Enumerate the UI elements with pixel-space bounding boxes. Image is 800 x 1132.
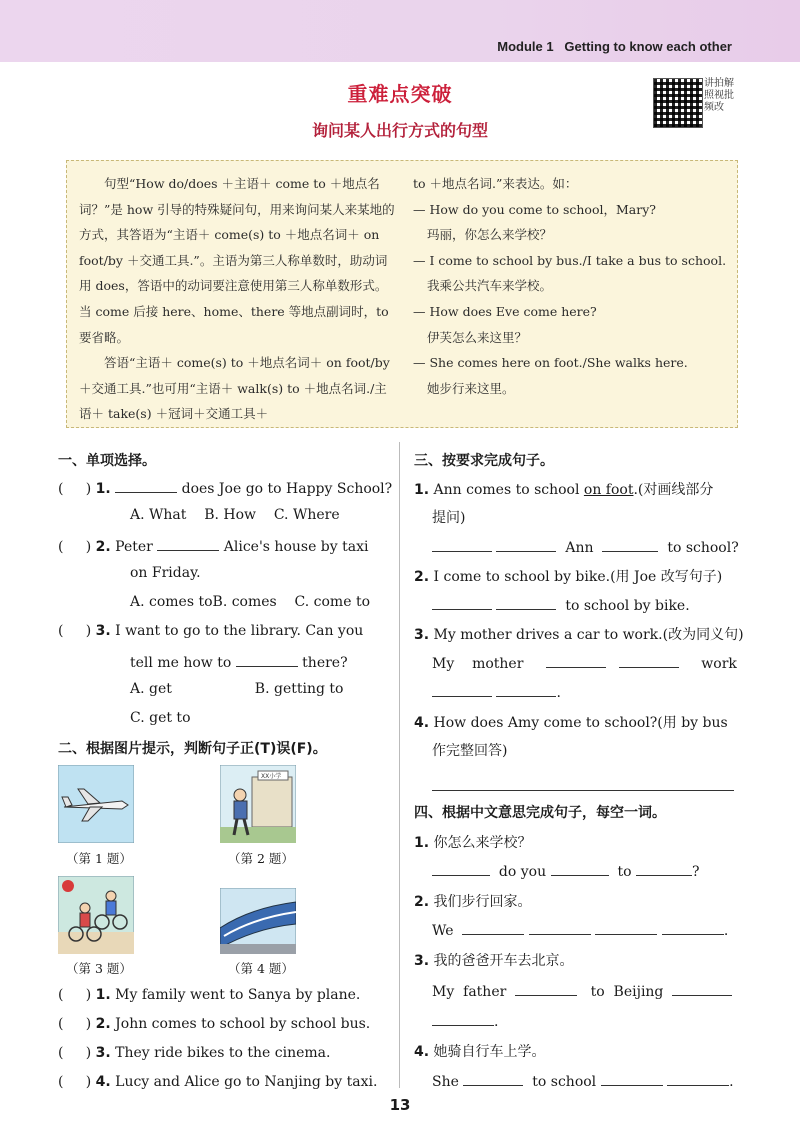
- subtitle: 询问某人出行方式的句型: [311, 121, 488, 140]
- question-3: ( ) 3. I want to go to the library. Can you: [58, 623, 364, 639]
- note-example: — How does Eve come here?: [413, 303, 597, 319]
- caption-4: （第 4 题）: [228, 961, 294, 976]
- answer-blank[interactable]: [462, 920, 524, 935]
- answer-blank[interactable]: [602, 537, 658, 552]
- rewrite-question-1-line2: 提问): [432, 510, 466, 526]
- answer-blank[interactable]: [463, 1071, 523, 1086]
- question-2-line2: on Friday.: [130, 565, 201, 581]
- page-number: 13: [389, 1096, 411, 1114]
- answer-blank[interactable]: [432, 537, 492, 552]
- answer-blank[interactable]: [672, 981, 732, 996]
- rewrite-answer-1: Ann to school?: [432, 537, 739, 556]
- caption-3: （第 3 题）: [66, 961, 132, 976]
- answer-line[interactable]: [432, 776, 734, 791]
- answer-blank[interactable]: [619, 653, 679, 668]
- answer-blank[interactable]: [236, 652, 298, 667]
- tf-item-3: ( ) 3. They ride bikes to the cinema.: [58, 1045, 331, 1061]
- answer-blank[interactable]: [432, 595, 492, 610]
- translate-answer-2: We .: [432, 920, 728, 939]
- answer-blank[interactable]: [432, 861, 490, 876]
- note-example: — She comes here on foot./She walks here.: [413, 355, 688, 371]
- rewrite-answer-3-line2: .: [432, 682, 561, 701]
- note-right-column: [413, 171, 731, 401]
- rewrite-question-3: 3. My mother drives a car to work.(改为同义句): [414, 627, 744, 643]
- answer-blank[interactable]: [115, 478, 177, 493]
- section-4-title: 四、根据中文意思完成句子，每空一词。: [414, 805, 666, 821]
- rewrite-answer-2: to school by bike.: [432, 595, 690, 614]
- question-2: ( ) 2. Peter Alice's house by taxi: [58, 536, 368, 555]
- answer-blank[interactable]: [595, 920, 657, 935]
- walking-to-school-picture: [220, 765, 296, 843]
- main-title: 重难点突破: [347, 82, 453, 106]
- caption-1: （第 1 题）: [66, 851, 132, 866]
- tf-item-2: ( ) 2. John comes to school by school bus.: [58, 1016, 371, 1032]
- answer-blank[interactable]: [496, 595, 556, 610]
- answer-blank[interactable]: [432, 682, 492, 697]
- rewrite-answer-3: My mother work: [432, 653, 737, 672]
- translate-question-1: 1. 你怎么来学校？: [414, 835, 532, 851]
- note-paragraph-1: 句型“How do/does ＋主语＋ come to ＋地点名词？”是 how 引导的特殊疑问句，用来询问某人来某地的方式，其答语为“主语＋ come(s) to ＋地点名词＋ on foot/by ＋交通工具.”。主语为第三人称单数时，助动词用 does，答语中的动词要注意使用第三人称单数形式。当 come 后接 here、home、there 等地点副词时，to 要省略。: [79, 176, 395, 345]
- answer-blank[interactable]: [662, 920, 724, 935]
- qr-label: 讲拍解照视批频改: [704, 78, 734, 113]
- translate-question-4: 4. 她骑自行车上学。: [414, 1044, 546, 1060]
- train-picture: [220, 888, 296, 954]
- rewrite-question-4-line2: 作完整回答): [432, 743, 508, 759]
- cycling-picture: [58, 876, 134, 954]
- grammar-note-box: [66, 160, 738, 428]
- header-module: Module 1 Getting to know each other: [497, 39, 732, 54]
- note-paragraph-2: 答语“主语＋ come(s) to ＋地点名词＋ on foot/by ＋交通工具.”也可用“主语＋ walk(s) to ＋地点名词./主语＋ take(s) ＋冠词＋交通工具＋: [79, 355, 390, 422]
- note-example: — How do you come to school，Mary?: [413, 201, 656, 217]
- question-3-line2: tell me how to there?: [130, 652, 348, 671]
- note-translation: 她步行来这里。: [427, 380, 515, 396]
- answer-blank[interactable]: [432, 1011, 494, 1026]
- answer-blank[interactable]: [601, 1071, 663, 1086]
- note-line: to ＋地点名词.”来表达。如：: [413, 176, 578, 191]
- column-divider: [399, 442, 400, 1088]
- note-left-column: [79, 171, 395, 427]
- section-1-title: 一、单项选择。: [58, 453, 156, 469]
- tf-item-1: ( ) 1. My family went to Sanya by plane.: [58, 987, 361, 1003]
- rewrite-question-4: 4. How does Amy come to school?(用 by bus: [414, 715, 728, 731]
- answer-blank[interactable]: [636, 861, 692, 876]
- section-2-title: 二、根据图片提示，判断句子正(T)误(F)。: [58, 741, 327, 757]
- answer-blank[interactable]: [529, 920, 591, 935]
- question-2-options: A. comes toB. comes C. come to: [130, 594, 370, 610]
- note-example: — I come to school by bus./I take a bus to school.: [413, 252, 727, 268]
- tf-item-4: ( ) 4. Lucy and Alice go to Nanjing by taxi.: [58, 1074, 378, 1090]
- translate-question-3: 3. 我的爸爸开车去北京。: [414, 953, 574, 969]
- answer-blank[interactable]: [496, 682, 556, 697]
- translate-answer-1: do you to ?: [432, 861, 700, 880]
- rewrite-question-1: 1. Ann comes to school on foot.(对画线部分: [414, 482, 714, 498]
- section-3-title: 三、按要求完成句子。: [414, 453, 554, 469]
- translate-answer-3: My father to Beijing: [432, 981, 732, 1000]
- note-translation: 伊芙怎么来这里？: [427, 329, 528, 345]
- translate-question-2: 2. 我们步行回家。: [414, 894, 532, 910]
- question-1: ( ) 1. does Joe go to Happy School?: [58, 478, 392, 497]
- qr-code-icon[interactable]: [653, 78, 703, 128]
- question-3-options: A. get B. getting to: [130, 681, 344, 697]
- note-translation: 我乘公共汽车来学校。: [427, 278, 553, 294]
- answer-blank[interactable]: [667, 1071, 729, 1086]
- airplane-picture: [58, 765, 134, 843]
- answer-blank[interactable]: [551, 861, 609, 876]
- note-translation: 玛丽，你怎么来学校？: [427, 227, 553, 243]
- answer-blank[interactable]: [496, 537, 556, 552]
- rewrite-question-2: 2. I come to school by bike.(用 Joe 改写句子): [414, 569, 723, 585]
- answer-blank[interactable]: [515, 981, 577, 996]
- answer-blank[interactable]: [546, 653, 606, 668]
- caption-2: （第 2 题）: [228, 851, 294, 866]
- question-1-options: A. What B. How C. Where: [130, 507, 340, 523]
- translate-answer-3-line2: .: [432, 1011, 498, 1030]
- school-sign-text: XX小学: [261, 773, 282, 780]
- answer-blank[interactable]: [157, 536, 219, 551]
- translate-answer-4: She to school .: [432, 1071, 734, 1090]
- question-3-option-c: C. get to: [130, 710, 191, 726]
